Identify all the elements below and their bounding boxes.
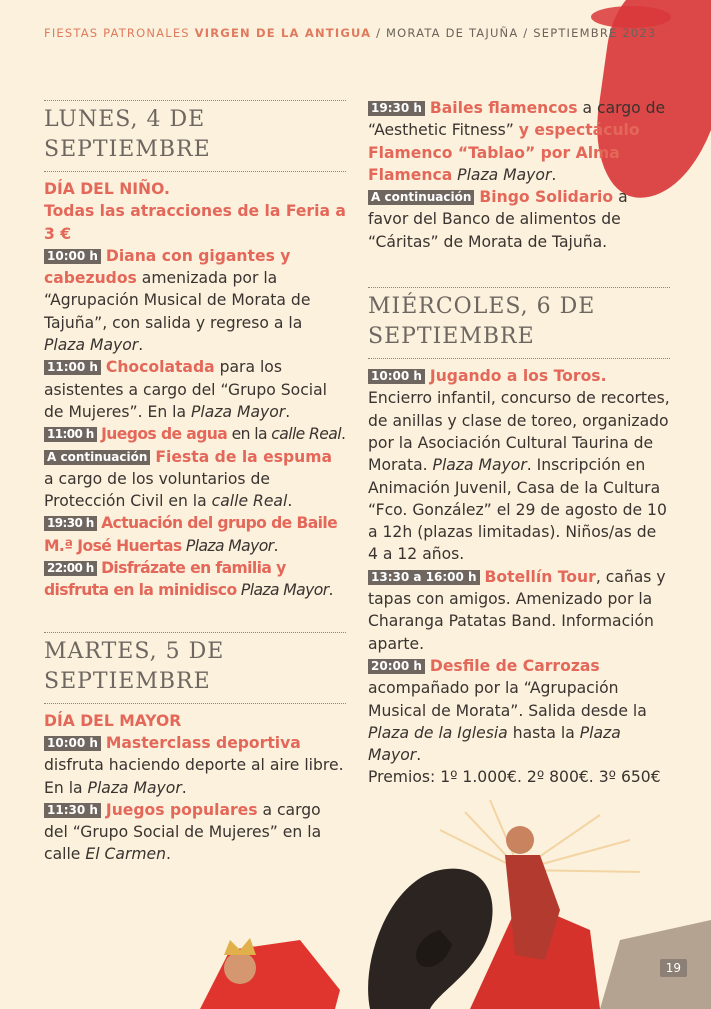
time-badge: A continuación [368, 190, 474, 205]
event-name: Bailes flamencos [429, 99, 578, 117]
header-prefix: FIESTAS PATRONALES [44, 26, 190, 40]
event-name: Diana con gigantes y cabezudos [44, 246, 291, 288]
event-punct: . [416, 746, 422, 765]
event-place: Plaza Mayor [44, 336, 139, 355]
event-name: Masterclass deportiva [105, 733, 301, 752]
event-punct: . [551, 165, 557, 184]
giant-head [224, 952, 256, 984]
event-place: Plaza Mayor [181, 536, 274, 555]
tuesday-title: DÍA DEL MAYOR [44, 711, 182, 730]
time-badge: 22:00 h [44, 561, 97, 576]
event-text: hasta la [507, 723, 580, 742]
day-heading-tuesday: MARTES, 5 DE SEPTIEMBRE [44, 638, 225, 694]
event-place: Plaza Mayor [368, 723, 621, 765]
event-punct: . [340, 425, 346, 444]
event-punct: . [181, 778, 187, 797]
event-punct: . [166, 845, 171, 864]
event-place: El Carmen [85, 845, 167, 864]
time-badge: 11:30 h [44, 803, 101, 818]
event-punct: . [285, 402, 291, 421]
event-text: amenizada por la “Agrupación Musical de Morata de Tajuña”, con salida y regreso a la [44, 269, 311, 332]
header-place: MORATA DE TAJUÑA [386, 26, 519, 40]
day-heading-monday: LUNES, 4 DE SEPTIEMBRE [44, 107, 211, 162]
prizes-text: Premios: 1º 1.000€. 2º 800€. 3º 650€ [368, 768, 661, 787]
event-place: Plaza Mayor [191, 402, 286, 421]
event-text: disfruta haciendo deporte al aire libre. En la [44, 756, 344, 797]
event-punct: . [328, 581, 333, 600]
event-text: Encierro infantil, concurso de recortes, de anillas y clase de toreo, organizado por la Asociación Cultural Taurina de Morata. [368, 389, 670, 475]
header-separator: / [376, 26, 382, 40]
event-place: calle Real [271, 425, 341, 444]
time-badge: 10:00 h [44, 736, 101, 751]
time-badge: 11:00 h [44, 427, 97, 442]
day-heading-wednesday: MIÉRCOLES, 6 DE SEPTIEMBRE [368, 294, 596, 350]
event-name: Juegos de agua [101, 425, 228, 444]
event-place: Plaza Mayor [236, 581, 329, 600]
event-place: Plaza Mayor [87, 778, 182, 797]
event-punct: . [138, 336, 144, 355]
page-number: 19 [660, 959, 687, 977]
event-name: Botellín Tour [484, 567, 596, 586]
event-punct: . [273, 536, 278, 555]
header-highlight: VIRGEN DE LA ANTIGUA [194, 26, 372, 40]
time-badge: 19:30 h [368, 101, 425, 116]
event-place: calle Real [211, 492, 288, 511]
event-name: Fiesta de la espuma [155, 447, 333, 466]
event-text: a cargo de los voluntarios de Protección Civil en la [44, 469, 270, 511]
event-text: . Inscripción en Animación Juvenil, Casa de la Cultura “Fco. González” el 29 de agosto de 10 a 12h (plazas limitadas). Niños/as de 4 a 12 años. [368, 456, 667, 564]
event-name: Juegos populares [105, 800, 258, 819]
event-punct: . [287, 492, 293, 511]
header-separator: / [523, 26, 529, 40]
header-date: SEPTIEMBRE 2023 [533, 26, 657, 40]
event-place: Plaza Mayor [432, 456, 527, 475]
event-name: Actuación del grupo de Baile M.ª José Huertas [44, 514, 338, 555]
monday-title: DÍA DEL NIÑO. [44, 180, 170, 198]
time-badge: 10:00 h [368, 369, 425, 384]
time-badge: 13:30 a 16:00 h [368, 570, 480, 585]
event-name: Desfile de Carrozas [429, 656, 600, 675]
event-name: Disfrázate en familia y disfruta en la minidisco [44, 559, 286, 600]
red-cape [200, 940, 340, 1009]
event-text: acompañado por la “Agrupación Musical de Morata”. Salida desde la [368, 679, 647, 720]
event-text: , cañas y tapas con amigos. Amenizado por la Charanga Patatas Band. Información aparte. [368, 567, 666, 653]
monday-subtitle: Todas las atracciones de la Feria a 3 € [44, 202, 346, 243]
event-name-secondary: y espectáculo Flamenco “Tablao” por Alma Flamenca [368, 121, 640, 184]
time-badge: 19:30 h [44, 516, 97, 531]
event-text: a favor del Banco de alimentos de “Cáritas” de Morata de Tajuña. [368, 188, 628, 251]
time-badge: 20:00 h [368, 659, 425, 674]
event-name: Bingo Solidario [479, 188, 614, 207]
arena-ground [600, 920, 711, 1009]
time-badge: A continuación [44, 450, 150, 465]
giant-crown [224, 938, 256, 955]
event-text: para los asistentes a cargo del “Grupo Social de Mujeres”. En la [44, 358, 328, 421]
event-name: Chocolatada [105, 358, 215, 377]
event-text: a cargo de “Aesthetic Fitness” [368, 99, 666, 140]
time-badge: 11:00 h [44, 360, 101, 375]
event-name: Jugando a los Toros. [429, 367, 607, 386]
matador-head [506, 826, 534, 854]
time-badge: 10:00 h [44, 249, 101, 264]
event-text: a cargo del “Grupo Social de Mujeres” en la calle [44, 800, 322, 864]
event-text: en la [227, 425, 272, 444]
event-place: Plaza Mayor [452, 165, 552, 184]
event-place: Plaza de la Iglesia [368, 723, 508, 742]
